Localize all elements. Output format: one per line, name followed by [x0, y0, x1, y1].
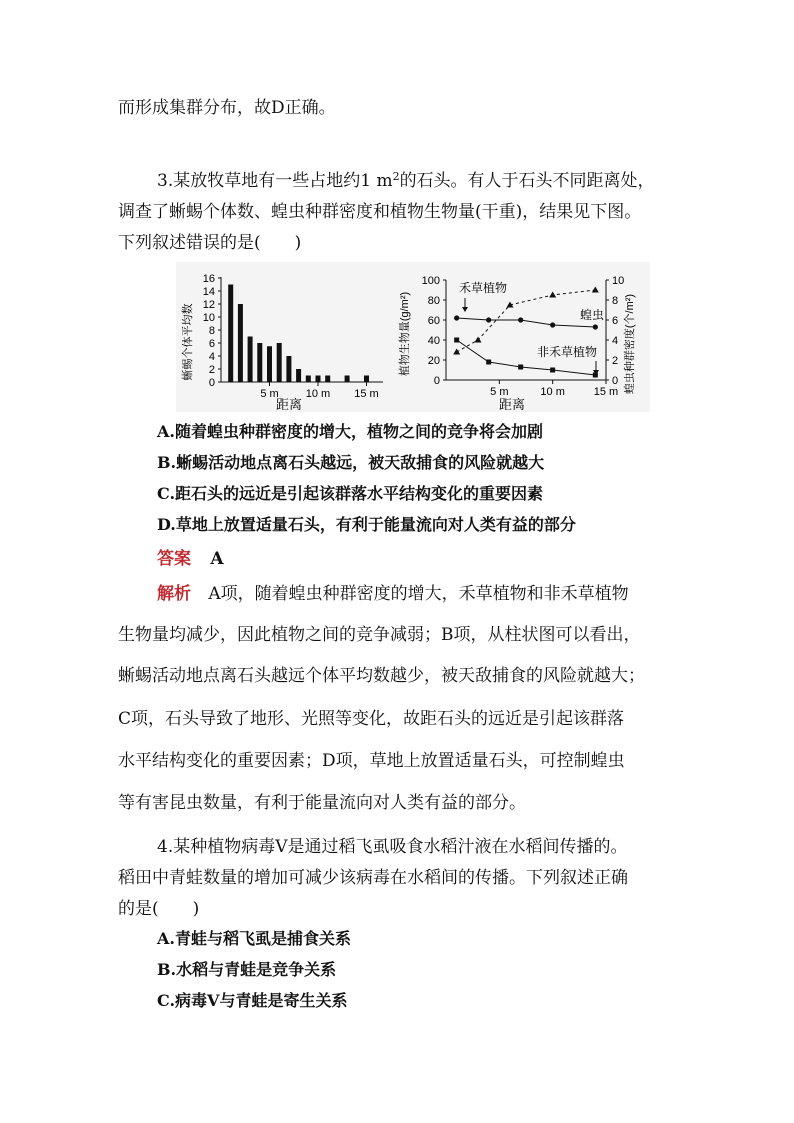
analysis-line-3: 蜥蜴活动地点离石头越远个体平均数越少，被天敌捕食的风险就越大； — [118, 666, 645, 686]
q3-option-c[interactable]: C.距石头的远近是引起该群落水平结构变化的重要因素 — [157, 484, 544, 503]
line-chart-left-tick-label: 40 — [427, 335, 440, 347]
continued-text-line: 而形成集群分布，故D正确。 — [118, 98, 336, 118]
bar-chart-bar — [286, 356, 291, 382]
analysis-line-2: 生物量均减少，因此植物之间的竞争减弱；B项，从柱状图可以看出， — [118, 625, 641, 645]
line-chart-left-tick-label: 60 — [427, 315, 440, 327]
analysis-line-5: 水平结构变化的重要因素；D项，草地上放置适量石头，可控制蝗虫 — [118, 751, 625, 771]
question-3-figure — [176, 262, 650, 412]
analysis-label: 解析 — [157, 584, 191, 604]
question-4-line-3: 的是( ) — [118, 899, 200, 919]
analysis-line-4: C项，石头导致了地形、光照等变化，故距石头的远近是引起该群落 — [118, 709, 625, 729]
bar-chart-y-tick-label: 10 — [202, 312, 215, 324]
q3-option-b[interactable]: B.蜥蜴活动地点离石头越远，被天敌捕食的风险就越大 — [157, 453, 545, 472]
line-chart-left-tick-label: 80 — [427, 295, 440, 307]
bar-chart-bar — [325, 376, 330, 383]
line-chart-right-tick-label: 4 — [612, 335, 619, 347]
line-chart-right-tick-label: 2 — [612, 355, 619, 367]
bar-chart-x-tick-label: 5 m — [260, 388, 279, 400]
series-label-grass: 禾草植物 — [458, 281, 508, 295]
bar-chart-y-tick-label: 4 — [208, 351, 215, 363]
question-3-line-2: 调查了蜥蜴个体数、蝗虫种群密度和植物生物量(干重)，结果见下图。 — [118, 202, 642, 222]
answer-label: 答案 — [157, 549, 191, 569]
bar-chart-y-tick-label: 16 — [202, 273, 215, 285]
q4-option-c[interactable]: C.病毒V与青蛙是寄生关系 — [157, 991, 348, 1010]
bar-chart-y-tick-label: 0 — [208, 377, 215, 389]
bar-chart-y-tick-label: 2 — [208, 364, 215, 376]
line-chart-x-tick-label: 15 m — [593, 386, 619, 398]
bar-chart-bar — [267, 346, 272, 382]
series-label-locust: 蝗虫 — [579, 308, 605, 322]
bar-chart-bar — [277, 343, 282, 382]
line-chart-right-tick-label: 0 — [612, 375, 619, 387]
answer-line — [157, 548, 224, 570]
bar-chart-bar — [306, 376, 311, 383]
line-chart-x-axis-label: 距离 — [498, 397, 526, 412]
bar-chart-bar — [257, 343, 262, 382]
line-chart-x-tick-label: 5 m — [490, 386, 509, 398]
line-chart-left-axis-label: 植物生物量(g/m²) — [399, 291, 411, 377]
line-chart-point-circle — [518, 317, 523, 322]
bar-chart-y-tick-label: 14 — [202, 286, 215, 298]
series-label-nongrass: 非禾草植物 — [536, 345, 598, 359]
line-chart-point-circle — [486, 317, 491, 322]
bar-chart-bar — [248, 337, 253, 383]
line-chart-point-circle — [550, 322, 555, 327]
bar-chart-bar — [316, 376, 321, 383]
line-chart-point-square — [486, 360, 491, 365]
line-chart-point-square — [518, 365, 523, 370]
q4-option-b[interactable]: B.水稻与青蛙是竞争关系 — [157, 960, 337, 979]
line-chart-right-tick-label: 6 — [612, 315, 619, 327]
bar-chart-y-tick-label: 12 — [202, 299, 215, 311]
bar-chart-y-tick-label: 8 — [208, 325, 215, 337]
bar-chart-bar — [345, 376, 350, 383]
line-chart-point-circle — [593, 324, 598, 329]
bar-chart-y-tick-label: 6 — [208, 338, 215, 350]
line-chart-point-square — [454, 338, 459, 343]
q3-option-d[interactable]: D.草地上放置适量石头，有利于能量流向对人类有益的部分 — [157, 515, 576, 534]
bar-chart-bar — [228, 285, 233, 383]
line-chart-left-tick-label: 20 — [427, 355, 440, 367]
analysis-line-1: 解析 A项，随着蝗虫种群密度的增大，禾草植物和非禾草植物 — [157, 584, 629, 604]
line-chart-left-tick-label: 100 — [421, 275, 440, 287]
q3-option-a[interactable]: A.随着蝗虫种群密度的增大，植物之间的竞争将会加剧 — [157, 422, 543, 441]
question-4-line-1: 4.某种植物病毒V是通过稻飞虱吸食水稻汁液在水稻间传播的。 — [157, 837, 628, 857]
line-chart-right-axis-label: 蝗虫种群密度(个/m²) — [624, 293, 636, 395]
line-chart-right-tick-label: 10 — [612, 275, 625, 287]
line-chart-right-tick-label: 8 — [612, 295, 619, 307]
question-3-line-3: 下列叙述错误的是( ) — [118, 233, 302, 253]
figure-background — [176, 262, 650, 412]
q4-option-a[interactable]: A.青蛙与稻飞虱是捕食关系 — [157, 929, 351, 948]
line-chart-point-circle — [454, 315, 459, 320]
answer-value: A — [210, 549, 224, 569]
line-chart-x-tick-label: 10 m — [540, 386, 565, 398]
bar-chart-x-tick-label: 10 m — [305, 388, 331, 400]
line-chart-point-square — [593, 373, 598, 378]
question-4-line-2: 稻田中青蛙数量的增加可减少该病毒在水稻间的传播。下列叙述正确 — [118, 868, 628, 888]
analysis-line-6: 等有害昆虫数量，有利于能量流向对人类有益的部分。 — [118, 793, 526, 813]
bar-chart-x-tick-label: 15 m — [354, 388, 379, 400]
bar-chart-bar — [364, 376, 369, 383]
line-chart-point-square — [550, 368, 555, 373]
bar-chart-bar — [238, 304, 243, 382]
bar-chart-bar — [296, 369, 301, 382]
bar-chart-y-axis-label: 蜥蜴个体平均数 — [182, 303, 194, 381]
question-3-line-1: 3.某放牧草地有一些占地约1 $m^2$的石头。有人于石头不同距离处， — [157, 170, 655, 191]
bar-chart-x-axis-label: 距离 — [275, 397, 303, 412]
line-chart-left-tick-label: 0 — [433, 375, 440, 387]
